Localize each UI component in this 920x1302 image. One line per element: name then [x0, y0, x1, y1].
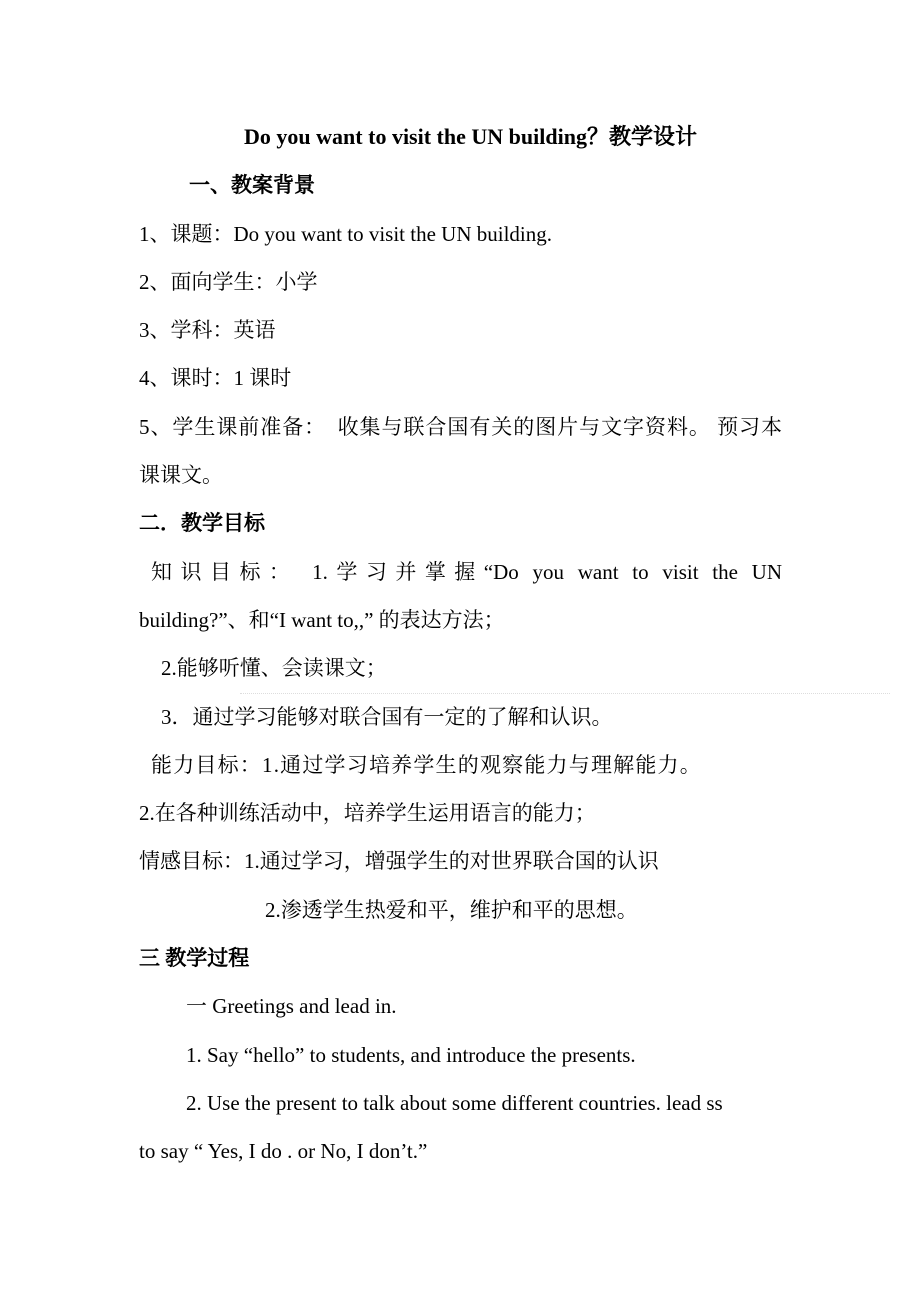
ability-objective: 能力目标：1.通过学习培养学生的观察能力与理解能力。	[151, 752, 702, 777]
knowledge-objective-2: 2.能够听懂、会读课文；	[161, 656, 387, 681]
step-1: 1. Say “hello” to students, and introduce the presents.	[186, 1042, 636, 1067]
step-2-cont: to say “ Yes, I do . or No, I don’t.”	[139, 1139, 428, 1164]
knowledge-objective: 知识目标： 1.学习并掌握“Do you want to visit the UN	[151, 559, 782, 584]
knowledge-objective-cont: building?”、和“I want to,,” 的表达方法；	[139, 607, 505, 632]
step-greetings: 一 Greetings and lead in.	[186, 994, 397, 1019]
paragraph-students: 2、面向学生：小学	[139, 269, 318, 294]
ability-objective-2: 2.在各种训练活动中，培养学生运用语言的能力；	[139, 801, 596, 826]
paragraph-subject: 3、学科：英语	[139, 318, 276, 343]
dotted-divider	[240, 693, 890, 694]
section-heading-objectives: 二．教学目标	[139, 511, 265, 536]
document-page	[139, 113, 782, 1176]
section-heading-background: 一、教案背景	[189, 173, 315, 198]
paragraph-periods: 4、课时：1 课时	[139, 366, 292, 391]
knowledge-objective-3: 3．通过学习能够对联合国有一定的了解和认识。	[161, 704, 613, 729]
document-title: Do you want to visit the UN building？教学设计	[244, 124, 697, 149]
section-heading-process: 三 教学过程	[139, 946, 250, 971]
paragraph-topic: 1、课题：Do you want to visit the UN building.	[139, 221, 552, 246]
paragraph-preparation-cont: 课课文。	[139, 463, 223, 488]
emotion-objective-2: 2.渗透学生热爱和平，维护和平的思想。	[265, 897, 638, 922]
emotion-objective: 情感目标：1.通过学习，增强学生的对世界联合国的认识	[139, 849, 659, 874]
step-2: 2. Use the present to talk about some different countries. lead ss	[186, 1090, 723, 1115]
paragraph-preparation: 5、学生课前准备： 收集与联合国有关的图片与文字资料。 预习本	[139, 414, 782, 439]
